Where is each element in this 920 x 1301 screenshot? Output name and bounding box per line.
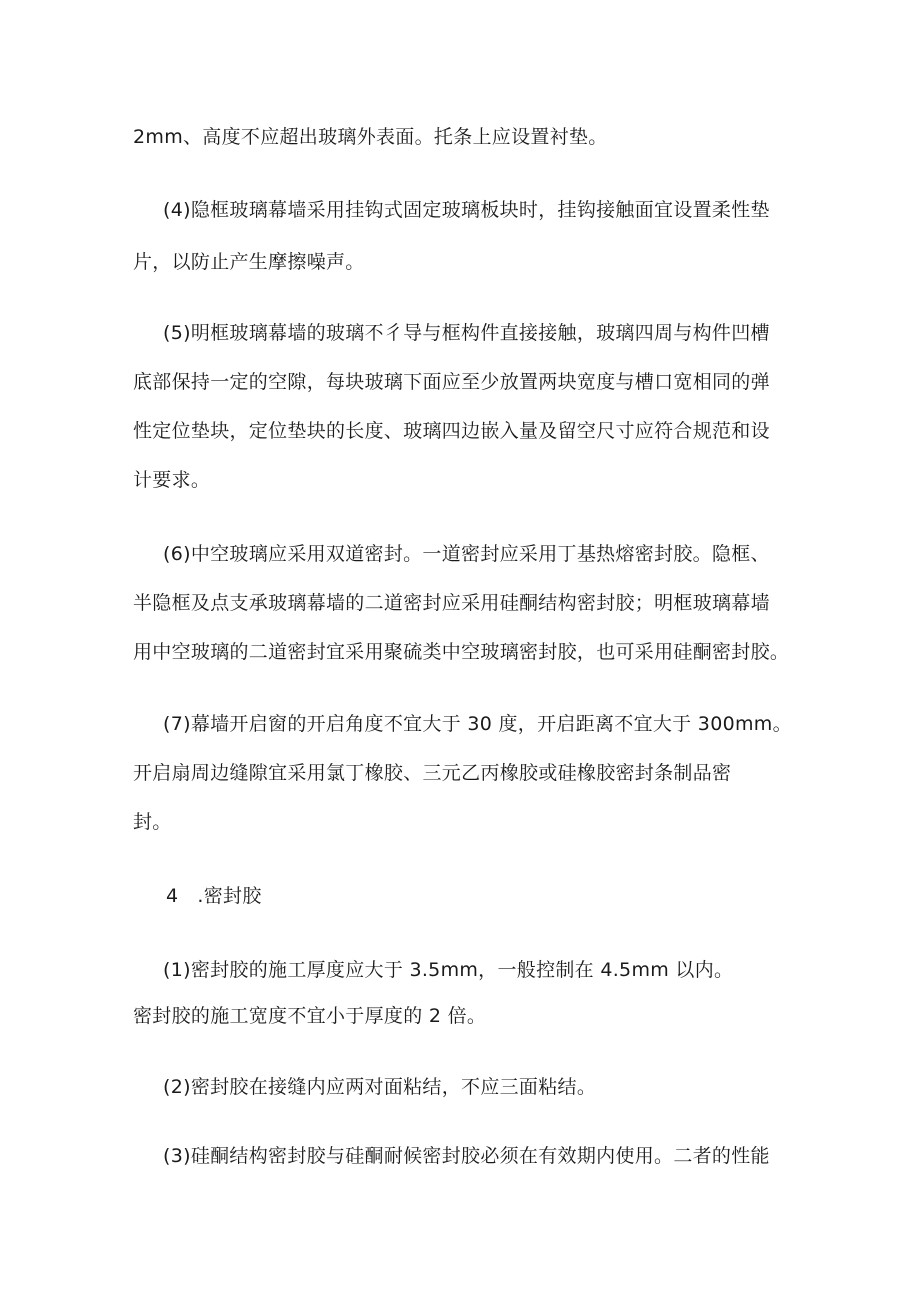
paragraph-5-line-3: 性定位垫块，定位垫块的长度、玻璃四边嵌入量及留空尺寸应符合规范和设 (133, 420, 770, 442)
sealant-item-2: (2)密封胶在接缝内应两对面粘结，不应三面粘结。 (163, 1076, 597, 1098)
text-line: 2mm、高度不应超出玻璃外表面。托条上应设置衬垫。 (133, 126, 608, 148)
paragraph-7-line-2: 开启扇周边缝隙宜采用氯丁橡胶、三元乙丙橡胶或硅橡胶密封条制品密 (133, 762, 732, 784)
paragraph-5-line-4: 计要求。 (133, 469, 211, 491)
paragraph-4-line-1: (4)隐框玻璃幕墙采用挂钩式固定玻璃板块时，挂钩接触面宜设置柔性垫 (163, 199, 770, 221)
paragraph-5-line-2: 底部保持一定的空隙，每块玻璃下面应至少放置两块宽度与槽口宽相同的弹 (133, 371, 770, 393)
paragraph-7-line-1: (7)幕墙开启窗的开启角度不宜大于 30 度，开启距离不宜大于 300mm。 (163, 713, 792, 735)
paragraph-4-line-2: 片，以防止产生摩擦噪声。 (133, 251, 365, 273)
paragraph-7-line-3: 封。 (133, 811, 172, 833)
paragraph-6-line-3: 用中空玻璃的二道密封宜采用聚硫类中空玻璃密封胶，也可采用硅酮密封胶。 (133, 641, 790, 663)
paragraph-6-line-2: 半隐框及点支承玻璃幕墙的二道密封应采用硅酮结构密封胶；明框玻璃幕墙 (133, 592, 770, 614)
section-heading: 4 .密封胶 (166, 885, 262, 907)
paragraph-6-line-1: (6)中空玻璃应采用双道密封。一道密封应采用丁基热熔密封胶。隐框、 (163, 543, 770, 565)
sealant-item-1-line-1: (1)密封胶的施工厚度应大于 3.5mm，一般控制在 4.5mm 以内。 (163, 959, 734, 981)
sealant-item-1-line-2: 密封胶的施工宽度不宜小于厚度的 2 倍。 (133, 1005, 487, 1027)
sealant-item-3-line-1: (3)硅酮结构密封胶与硅酮耐候密封胶必须在有效期内使用。二者的性能 (163, 1145, 770, 1167)
paragraph-5-line-1: (5)明框玻璃幕墙的玻璃不彳导与框构件直接接触，玻璃四周与构件凹槽 (163, 322, 770, 344)
